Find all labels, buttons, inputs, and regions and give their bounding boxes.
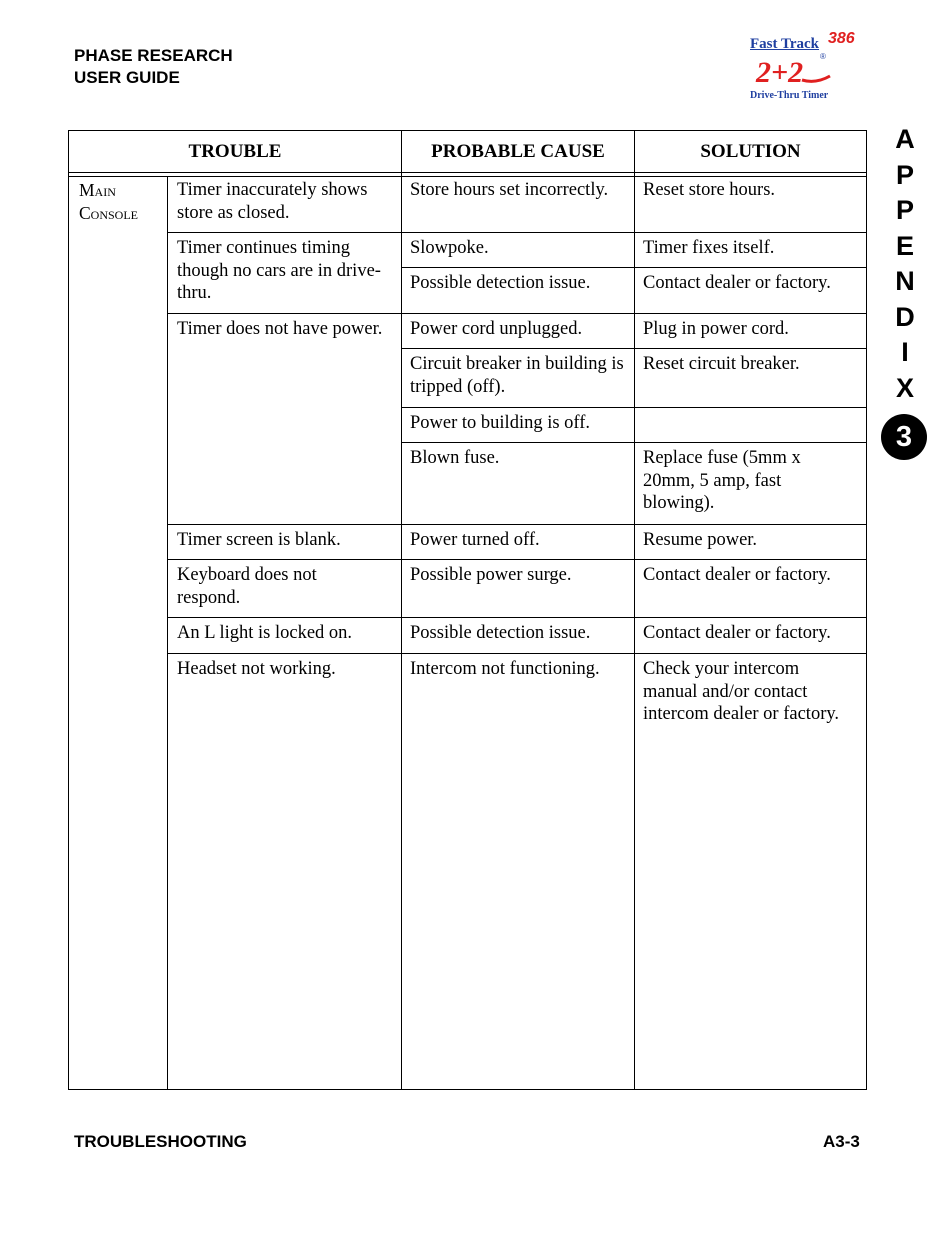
trouble-cell: Timer screen is blank.: [177, 530, 341, 550]
trouble-cell: Timer continues timing though no cars are in drive-thru.: [177, 238, 381, 303]
row-divider: [167, 313, 866, 314]
cause-cell: Possible power surge.: [410, 565, 572, 585]
column-header-solution: SOLUTION: [700, 141, 801, 162]
header-rule: [69, 176, 866, 177]
row-divider: [401, 442, 866, 443]
logo-name: Fast Track: [750, 36, 820, 52]
cause-cell: Possible detection issue.: [410, 273, 591, 293]
side-tab-letter: N: [895, 266, 915, 296]
row-divider: [167, 653, 866, 654]
appendix-number-badge: 3: [881, 414, 927, 460]
troubleshooting-table: [68, 130, 867, 1090]
column-header-trouble: TROUBLE: [188, 141, 282, 162]
solution-cell: Resume power.: [643, 530, 758, 550]
column-divider: [634, 131, 635, 1089]
logo-number: 386: [828, 30, 855, 47]
logo-tagline: Drive-Thru Timer: [750, 90, 829, 101]
footer-page-number: A3-3: [823, 1132, 860, 1151]
category-line: Console: [79, 203, 139, 223]
solution-cell: Plug in power cord.: [643, 319, 789, 339]
row-divider: [167, 559, 866, 560]
logo-registered-mark: ®: [820, 52, 826, 61]
footer-section-title: TROUBLESHOOTING: [74, 1132, 247, 1151]
row-divider: [401, 407, 866, 408]
category-label: [79, 179, 138, 225]
cause-cell: Slowpoke.: [410, 238, 489, 258]
appendix-side-tab: [892, 122, 918, 406]
cause-cell: Power turned off.: [410, 530, 540, 550]
side-tab-letter: E: [895, 230, 914, 261]
cause-cell: Power cord unplugged.: [410, 319, 583, 339]
solution-cell: Contact dealer or factory.: [643, 565, 831, 585]
fast-track-logo: [748, 32, 860, 104]
row-divider: [167, 232, 866, 233]
document-header: [74, 45, 233, 89]
solution-cell: Reset store hours.: [643, 180, 776, 200]
solution-cell: Timer fixes itself.: [643, 238, 775, 258]
side-tab-letter: A: [895, 124, 915, 154]
header-title: USER GUIDE: [74, 68, 180, 87]
header-company: PHASE RESEARCH: [74, 46, 233, 65]
side-tab-letter: I: [901, 337, 909, 367]
cause-cell: Possible detection issue.: [410, 623, 591, 643]
side-tab-letter: P: [895, 195, 914, 225]
side-tab-letter: X: [895, 372, 914, 403]
trouble-cell: Timer does not have power.: [177, 319, 383, 339]
trouble-cell: Timer inaccurately shows store as closed.: [177, 180, 368, 223]
cause-cell: Circuit breaker in building is tripped (off).: [410, 354, 624, 397]
solution-cell: Replace fuse (5mm x 20mm, 5 amp, fast blowing).: [643, 448, 801, 513]
cause-cell: Blown fuse.: [410, 448, 500, 468]
cause-cell: Power to building is off.: [410, 413, 591, 433]
solution-cell: Contact dealer or factory.: [643, 273, 831, 293]
column-divider: [401, 131, 402, 1089]
category-line: Main: [79, 180, 116, 200]
row-divider: [167, 524, 866, 525]
trouble-cell: Headset not working.: [177, 659, 336, 679]
svg-text:2+2: 2+2: [756, 56, 804, 88]
cause-cell: Intercom not functioning.: [410, 659, 600, 679]
solution-cell: Reset circuit breaker.: [643, 354, 800, 374]
solution-cell: Contact dealer or factory.: [643, 623, 831, 643]
logo-2plus2-mark: [754, 54, 834, 88]
solution-cell: Check your intercom manual and/or contact intercom dealer or factory.: [643, 659, 840, 724]
row-divider: [401, 267, 866, 268]
side-tab-letter: D: [895, 301, 915, 332]
column-header-cause: PROBABLE CAUSE: [431, 141, 605, 162]
trouble-cell: Keyboard does not respond.: [177, 565, 317, 608]
side-tab-letter: P: [895, 159, 914, 190]
row-divider: [167, 617, 866, 618]
row-divider: [401, 348, 866, 349]
cause-cell: Store hours set incorrectly.: [410, 180, 609, 200]
trouble-cell: An L light is locked on.: [177, 623, 353, 643]
